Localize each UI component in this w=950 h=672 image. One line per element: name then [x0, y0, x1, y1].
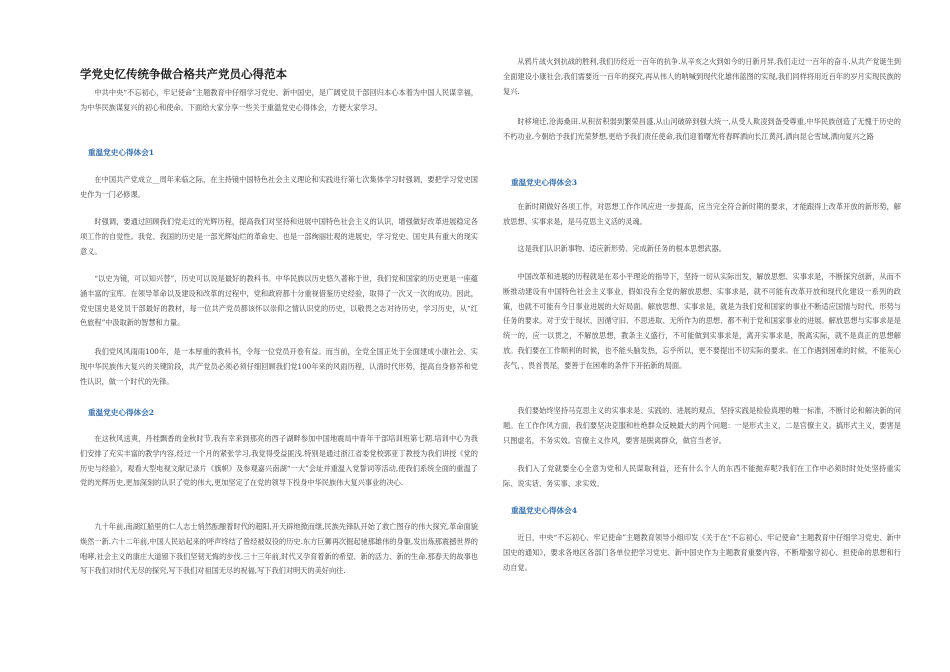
section-heading-2: 重温党史心得体会2 [88, 408, 155, 417]
intro-paragraph: 中共中央“不忘初心，牢记使命”主题教育中仔细学习党史、新中国史，是广阔党员干部回归本心本着为中国人民谋幸福，为中华民族谋复兴的初心和使命。下面给大家分享一些关于重温党史心得体会，方便大家学习。 [80, 88, 478, 112]
section-1-paragraph-4: 我们党风风雨雨100年，是一本厚重的教科书，令每一位党员开卷有益。而当前，全党全国正处于全面建成小康社会、实现中华民族伟大复兴的关键阶段，共产党员必须必须仔细回顾我们党100年来的风雨历程，认清时代形势，提高自身修养和党性认识，做一个时代的先锋。 [80, 347, 478, 386]
section-heading-3: 重温党史心得体会3 [511, 178, 578, 187]
section-3-paragraph-3: 中国改革和进展的历程就是在邓小平理论的指导下，坚持一切从实际出发，解放思想、实事求是，不断探究创新，从而不断推动建设有中国特色社会主义事业，假如没有全党的解放思想、实事求是，就不可能有改革开放和现代化建设一系列的政策，也就不可能有今日事业进展的大好局面。解放思想、实事求是，就是为我们党和国家的事业不断适应国情与时代、形势与任务的要求。对于安于现状、因循守旧、不思进取、无所作为的思想、都不利于党和国家事业的进展。解放思想与实事求是是统一的，应一以贯之，不解放思想，教条主义盛行，不可能做到实事求是，离开实事求是，脱离实际，就不是真正的思想解放。我们要在工作顺利的时候，也不能头脑发热，忘乎所以，更不要提出不切实际的要求。在工作遇到困难的时候，不能灰心丧气，、畏首畏尾，要善于在困难的条件下开拓新的局面。 [503, 272, 901, 370]
section-2-paragraph-1: 在这秋风送爽，丹桂飘香的金秋时节,我有幸来到那亮的西子湖畔参加中国地震局中青年干部培训班第七期.培训中心为我们安排了充实丰富的教学内容,经过一个月的紧张学习,我觉得受益匪浅.特别是通过浙江省委党校郭亚丁教授为我们讲授《党的历史与经验》，观看大型电视文献记录片《旗帜》及参观嘉兴南湖“一大”会址并重温入党誓词等活动,使我们系统全面的重温了党的光辉历史,更加深刻的认识了党的伟大,更加坚定了在党的领导下投身中华民族伟大复兴事业的决心. [80, 434, 478, 488]
section-2-paragraph-2: 九十年前,南湖红船里的仁人志士悄然酝酿着时代的超阳,开天辟地掀而继,民族先锋队开始了救亡图存的伟大探究,革命面貌焕然一新.六十二年前,中国人民站起来的呼声终结了曾经被奴役的历史.东方巨狮再次掘起驰那雄伟的身躯,发出炼那震撼世界的咆哮,社会主义的康庄大道留下我们坚韧无悔的步伐.三十三年前,时代又孕育着新的希望、新的活力、新的生命.那春天的故事也写下我们对时代无尽的探究,写下我们对祖国无尽的祝福,写下我们对明天的美好向往. [80, 522, 478, 576]
section-1-paragraph-2: 时强调，要通过回顾我们党走过的光辉历程，提高我们对坚持和进展中国特色社会主义的认识，增强做好改革进展稳定各项工作的自觉性。我党、我国的历史是一部光辉灿烂的革命史、也是一部绚丽壮观的进展史，学习党史、国史具有重大的现实意义。 [80, 217, 478, 256]
continuation-paragraph-2: 时移境迁,沧海桑田.从积贫积弱到繁荣昌盛,从山河破碎到强大统一,从受人欺凌到备受尊重,中华民族创造了无愧于历史的不朽功业.今朝给予我们光荣梦想,更给予我们责任使命,我们迎着曙光将春晖洒向长江黄河,洒向昆仑雪域,洒向复兴之路 [503, 117, 901, 141]
section-4-paragraph-1: 近日，中央“不忘初心、牢记使命”主题教育领导小组印发《关于在“不忘初心、牢记使命”主题教育中仔细学习党史、新中国史的通知》，要求各地区各部门各单位把学习党史、新中国史作为主题教育重要内容，不断增强守初心、担使命的思想和行动自觉。 [503, 533, 901, 572]
section-heading-4: 重温党史心得体会4 [511, 506, 578, 515]
section-1-paragraph-3: “以史为镜，可以知兴替”，历史可以说是最好的教科书。中华民族以历史悠久著称于世，我们党和国家的历史更是一座蕴涵丰富的宝库。在领导革命以及建设和改革的过程中，党和政府都十分重视借鉴历史经验，取得了一次又一次的成功。因此，党史国史是党员干部最好的教材，每一位共产党员都该怀以崇仰之情认识党的历史，以敬畏之志对待历史，学习历史，从“红色旅程”中汲取新的智慧和力量。 [80, 274, 478, 328]
section-3-paragraph-5: 我们入了党就要全心全意为党和人民谋取利益，还有什么个人的东西不能抛弃呢?我们在工作中必须时时处处坚持重实际、说实话、务实事、求实效。 [503, 464, 901, 488]
section-3-paragraph-2: 这是我们认识新事物、适应新形势、完成新任务的根本思想武器。 [517, 244, 726, 253]
section-1-paragraph-1: 在中国共产党成立__周年来临之际，在主持镜中国特色社会主义理论和实践进行第七次集体学习时强调，要把学习党史国史作为一门必修课。 [80, 175, 478, 199]
section-3-paragraph-1: 在新时期做好各项工作，对思想工作作风应进一步提高，应当完全符合新时期的要求，才能跟得上改革开放的新形势，解放思想、实事求是，是马克思主义活的灵魂。 [503, 202, 901, 226]
section-heading-1: 重温党史心得体会1 [88, 148, 155, 157]
document-title: 学党史忆传统争做合格共产党员心得范本 [80, 67, 287, 81]
section-3-paragraph-4: 我们要始终坚持马克思主义的实事求是、实践的、进展的观点，坚持实践是检验真理的唯一标准，不断讨论和解决新的问题。在工作作风方面，我们要坚决克服和杜绝群众反映最大的两个问题：一是形式主义，二是官僚主义。搞形式主义，要害是只图虚名，不务实效。官僚主义作风，要害是脱离群众，做官当老爷。 [503, 406, 901, 445]
continuation-paragraph-1: 从鸦片战火到抗战的胜利,我们历经近一百年的抗争.从辛亥之火到如今的日新月异,我们走过一百年的奋斗.从共产党诞生到全面建设小康社会,我们需要近一百年的探究,再从伟人的呐喊到现代化雄伟蓝图的实现,我们同样将用近百年的岁月实现民族的复兴. [503, 57, 901, 96]
